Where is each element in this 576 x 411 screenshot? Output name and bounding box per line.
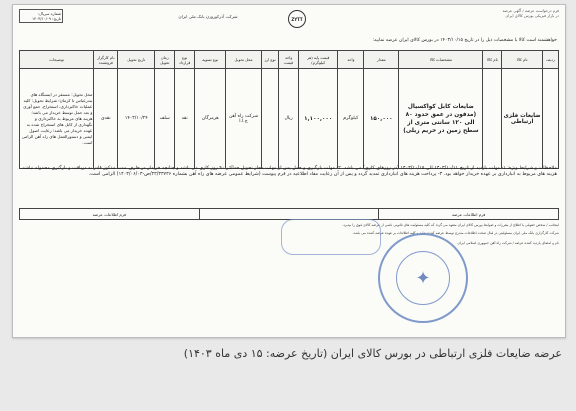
table-row	[20, 69, 559, 169]
company-logo-icon: ZYTT	[288, 10, 306, 28]
cell-settlement: هرمزگان	[195, 69, 226, 169]
cell-price-unit: ریال	[279, 69, 299, 169]
cell-price: ۱,۱۰۰,۰۰۰	[298, 69, 338, 169]
col-header: ردیف	[542, 51, 558, 69]
signature-cell: فرم اطلاعات عرضه	[20, 209, 200, 219]
col-header: نام کالا	[483, 51, 502, 69]
col-header: قیمت پایه (هر کیلوگرم)	[298, 51, 338, 69]
col-header: واحد قیمت	[279, 51, 299, 69]
cell-delivery-time: سلف	[155, 69, 175, 169]
col-header: محل تحویل	[226, 51, 262, 69]
cell-delivery-date: ۱۴۰۳/۱۰/۲۴	[118, 69, 155, 169]
cell-explanation: محل تحویل: مستقر در ایستگاه های بندرعباس تا کرمان؛ شرایط تحویل: کلیه عملیات خاکبرداری، استخراج، جمع آوری و بعد حمل توسط خریدار می باشد؛ هزینه های مربوط به خاکبرداری و نگهداری از کابل های استخراج شده به عهده خریدار می باشد؛ رعایت اصول ایمنی و دستورالعمل های راه آهن الزامی است.	[20, 69, 94, 169]
cell-currency	[261, 69, 278, 169]
col-header: نوع تسویه	[195, 51, 226, 69]
signature-cell	[200, 209, 380, 219]
serial-box	[19, 9, 63, 23]
signature-row	[19, 208, 559, 220]
header-right	[439, 8, 559, 18]
railway-seal-stamp-icon	[378, 233, 468, 323]
cell-unit: کیلوگرم	[338, 69, 364, 169]
table-header-row	[20, 51, 559, 69]
offer-table	[19, 50, 559, 169]
cell-index	[542, 69, 558, 169]
serial-label: شماره سریال:	[37, 11, 61, 16]
col-header: نام کارگزار فروشنده	[94, 51, 118, 69]
col-header: نوع قرارداد	[175, 51, 195, 69]
col-header: تاریخ تحویل	[118, 51, 155, 69]
cell-spec: ضایعات کابل کواکسیال (مدفون در عمق حدود ۸۰ الی ۱۲۰ سانتی متری از سطح زمین در حریم ریلی)	[399, 69, 483, 169]
col-header: زمان تحویل	[155, 51, 175, 69]
page-caption: عرضه ضایعات فلزی ارتباطی در بورس کالای ایران (تاریخ عرضه: ۱۵ دی ماه ۱۴۰۳)	[183, 347, 562, 360]
fine-print-1: اینجانب / شخص حقوقی با اطلاع از مقررات و ضوابط بورس کالای ایران متعهد می گردد که کلیه مسئولیت های قانونی ناشی از عرضه کالای فوق را بپذیرد.	[342, 223, 559, 227]
header-line: در بازار فیزیکی بورس کالای ایران	[505, 13, 559, 18]
company-name: شرکت آذرکوروزن بانک ملی ایران	[178, 14, 238, 19]
signature-cell: فرم اطلاعات عرضه	[452, 211, 486, 217]
cell-qty: ۱۵۰,۰۰۰	[364, 69, 399, 169]
fine-print-2: شرکت کارگزاری بانک ملی ایران مسئولیتی در قبال صحت اطلاعات مندرج توسط عرضه کننده ندارد و کلیه اطلاعات بر عهده عرضه کننده می باشد.	[352, 231, 559, 235]
header-line: فرم درخواست عرضه / آگهی عرضه	[502, 8, 559, 13]
special-notes: ملاحظات و شرایط ویژه: ۱- مهلت بازدید از تاریخ ۱۴۰۳/۱۰/۱۱ الی ۱۴۰۳/۱۰/۱۵ (در روزهای کاری) می باشد. ۲- مهلت بارگیری و حمل پس از مهلت مجاز تحویل حداکثر ۹۰ روز کاری می باشد و چنانچه خریدار در ظرف مدت مذکور قادر به دریافت و بارگیری محموله نباشد، هزینه های مربوط به انبارداری بر عهده خریدار خواهد بود. ۳- پرداخت هزینه های انبارداری تمدید گردد و پس از آن رعایت مفاد اطلاعیه در فرم پیوست (شرایط عمومی عرضه های راه آهن بشماره ۲۳/۳۳۷۳۶/ص-۱۴۰۳/۰۶/۰۳) الزامی است.	[21, 166, 557, 178]
cell-contract-type: نقد	[175, 69, 195, 169]
col-header: مشخصات کالا	[399, 51, 483, 69]
cell-name2	[483, 69, 502, 169]
cell-location: شرکت راه آهن ج.ا.ا	[226, 69, 262, 169]
col-header: واحد	[338, 51, 364, 69]
fine-print-3: نام و امضای بازدید کننده عرضه / شرکت راه آهن جمهوری اسلامی ایران	[457, 241, 559, 245]
cell-broker: نقدی	[94, 69, 118, 169]
intro-text: خواهشمند است کالا با مشخصات ذیل را در تاریخ ۱۴۰۳/۱۰/۱۵ در بورس کالای ایران عرضه نمایید:	[372, 38, 557, 43]
oval-stamp-icon	[281, 219, 381, 255]
col-header: نام کالا	[502, 51, 542, 69]
col-header: توضیحات	[20, 51, 94, 69]
document-sheet	[12, 4, 566, 338]
col-header: نوع ارز	[261, 51, 278, 69]
cell-name: ضایعات فلزی ارتباطی	[502, 69, 542, 169]
seal-emblem-icon: ✦	[396, 251, 450, 305]
col-header: مقدار	[364, 51, 399, 69]
date-label: تاریخ: ۱۴۰۳/۱۰/۰۹	[32, 16, 61, 21]
